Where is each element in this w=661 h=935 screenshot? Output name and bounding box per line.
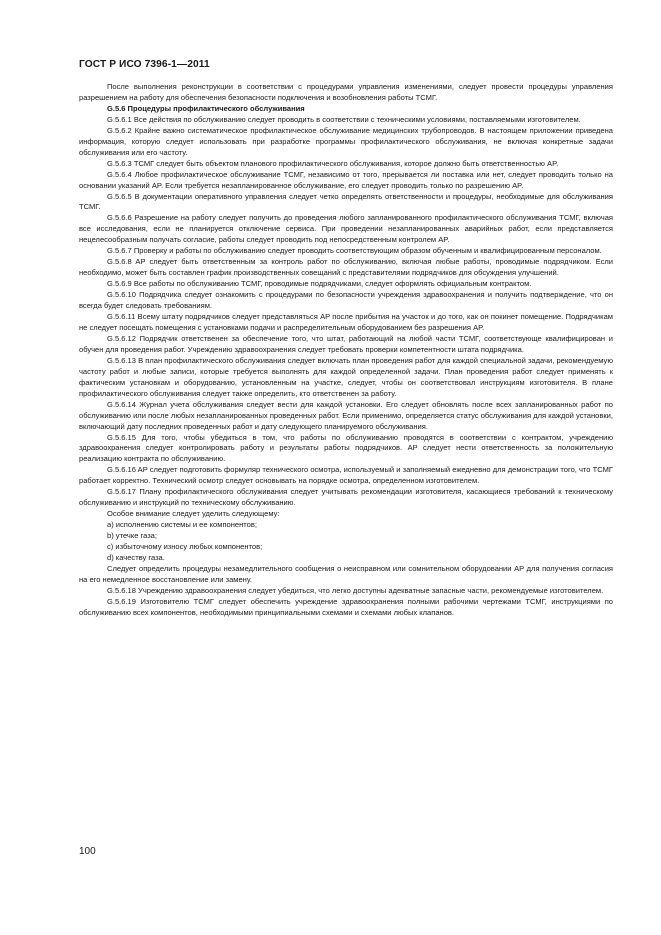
paragraph-attention: Особое внимание следует уделить следующему: bbox=[107, 509, 280, 519]
paragraph-g568: G.5.6.8 AP следует быть ответственным за контроль работ по обслуживанию, включая любые работы, проводимые подрядчиком. Если необходимо, может быть составлен график производственных совещаний с представителями подрядчиков для обсуждения улучшений. bbox=[79, 257, 613, 278]
paragraph-g566: G.5.6.6 Разрешение на работу следует получить до проведения любого запланированного профилактического обслуживания ТСМГ, включая все исследования, если не планируется отключение сервиса. При проведении незапланированных аварийных работ, если представляется нецелесообразным получать согласие, работы следует проводить под непосредственным контролем AP. bbox=[79, 213, 613, 245]
paragraph-g5612: G.5.6.12 Подрядчик ответственен за обеспечение того, что штат, работающий на любой части ТСМГ, соответствующе квалифицирован и обучен для проведения работ. Учреждению здравоохранения следует требовать проверки компетентности штата подрядчика. bbox=[79, 333, 613, 354]
section-heading: G.5.6 Процедуры профилактического обслуживания bbox=[107, 103, 305, 113]
paragraph-g5611: G.5.6.11 Всему штату подрядчиков следует представляться AP после прибытия на участок и до того, как он покинет помещение. Подрядчикам не следует посещать помещения с установками подачи и распределительным оборудованием без разрешения AP. bbox=[79, 312, 613, 332]
list-item: c) избыточному износу любых компонентов; bbox=[107, 542, 263, 552]
paragraph-g562: G.5.6.2 Крайне важно систематическое профилактическое обслуживание медицинских трубопроводов. В настоящем приложении приведена информация, которую следует использовать при разработке программы профилактического обслуживания, не включая конкретные задачи обслуживания или его частоту. bbox=[79, 125, 613, 157]
list-item: a) исполнению системы и ее компонентов; bbox=[107, 520, 257, 530]
paragraph-g5613: G.5.6.13 В план профилактического обслуживания следует включать план проведения работ для каждой специальной задачи, рекомендуемую частоту работ и любые записи, которые требуется выполнять для каждой определенной задачи. План проведения работ следует применять к фактическим установкам и оборудованию, установленным на участке, следует, чтобы он соответствовал инструкциям изготовителя. В плане профилактического обслуживания следует также определить, кто ответственен за работу. bbox=[79, 355, 613, 398]
paragraph-g569: G.5.6.9 Все работы по обслуживанию ТСМГ, проводимые подрядчиками, следует оформлять официальным контрактом. bbox=[107, 279, 532, 289]
paragraph-after-list: Следует определить процедуры незамедлительного сообщения о неисправном или сомнительном оборудовании AP для получения согласия на его немедленное восстановление или замену. bbox=[79, 563, 613, 584]
paragraph-g5616: G.5.6.16 AP следует подготовить формуляр технического осмотра, используемый и заполняемый ежедневно для демонстрации того, что ТСМГ работает корректно. Технический осмотр следует основывать на порядке осмотра, определенном изготовителем. bbox=[79, 465, 613, 486]
paragraph-g561: G.5.6.1 Все действия по обслуживанию следует проводить в соответствии с техническими условиями, поставляемыми изготовителем. bbox=[107, 114, 581, 124]
paragraph-g563: G.5.6.3 ТСМГ следует быть объектом планового профилактического обслуживания, которое должно быть ответственностью AP. bbox=[107, 158, 559, 168]
paragraph-intro: После выполнения реконструкции в соответствии с процедурами управления изменениями, следует провести процедуры управления разрешением на работу для обеспечения безопасности подключения и возобновления работы ТСМГ. bbox=[79, 82, 613, 102]
attention-list bbox=[79, 520, 613, 564]
paragraph-g5615: G.5.6.15 Для того, чтобы убедиться в том, что работы по обслуживанию проводятся в соответствии с контрактом, учреждению здравоохранения следует контролировать работу и результаты работы подрядчиков. AP следует нести ответственность за положительную реализацию контракта по обслуживанию. bbox=[79, 432, 613, 464]
paragraph-g5610: G.5.6.10 Подрядчика следует ознакомить с процедурами по безопасности учреждения здравоохранения и получить подтверждение, что он всегда будет следовать требованиям. bbox=[79, 290, 613, 311]
paragraph-g567: G.5.6.7 Проверку и работы по обслуживанию следует проводить соответствующим образом обученным и квалифицированным персоналом. bbox=[107, 246, 602, 256]
paragraph-g565: G.5.6.5 В документации оперативного управления следует четко определять ответственности и процедуры, необходимые для обслуживания ТСМГ. bbox=[79, 191, 613, 212]
page-number: 100 bbox=[79, 846, 96, 857]
paragraph-g5617: G.5.6.17 Плану профилактического обслуживания следует учитывать рекомендации изготовителя, касающиеся требований к техническому обслуживанию и инструкций по техническому обслуживанию. bbox=[79, 487, 613, 508]
paragraph-g5619: G.5.6.19 Изготовителю ТСМГ следует обеспечить учреждение здравоохранения полными рабочими чертежами ТСМГ, инструкциями по обслуживанию всех компонентов, необходимыми принципиальными схемами и схемами любых клапанов. bbox=[79, 596, 613, 617]
paragraph-g5618: G.5.6.18 Учреждению здравоохранения следует убедиться, что легко доступны адекватные запасные части, рекомендуемые изготовителем. bbox=[107, 585, 604, 595]
document-body bbox=[79, 82, 613, 619]
document-header: ГОСТ Р ИСО 7396-1—2011 bbox=[79, 59, 210, 70]
list-item: b) утечке газа; bbox=[107, 531, 157, 541]
list-item: d) качеству газа. bbox=[107, 552, 165, 562]
paragraph-g5614: G.5.6.14 Журнал учета обслуживания следует вести для каждой установки. Его следует обновлять после всех запланированных работ по обслуживанию или после любых незапланированных проведенных работ. Если применимо, определяется статус обслуживания для каждой установки, включающий дату последних проведенных работ и дату следующего планируемого обслуживания. bbox=[79, 399, 613, 431]
paragraph-g564: G.5.6.4 Любое профилактическое обслуживание ТСМГ, независимо от того, прерывается ли поставка или нет, следует проводить только на основании указаний AP. Если требуется незапланированное обслуживание, его следует проводить только по разрешению AP. bbox=[79, 169, 613, 190]
